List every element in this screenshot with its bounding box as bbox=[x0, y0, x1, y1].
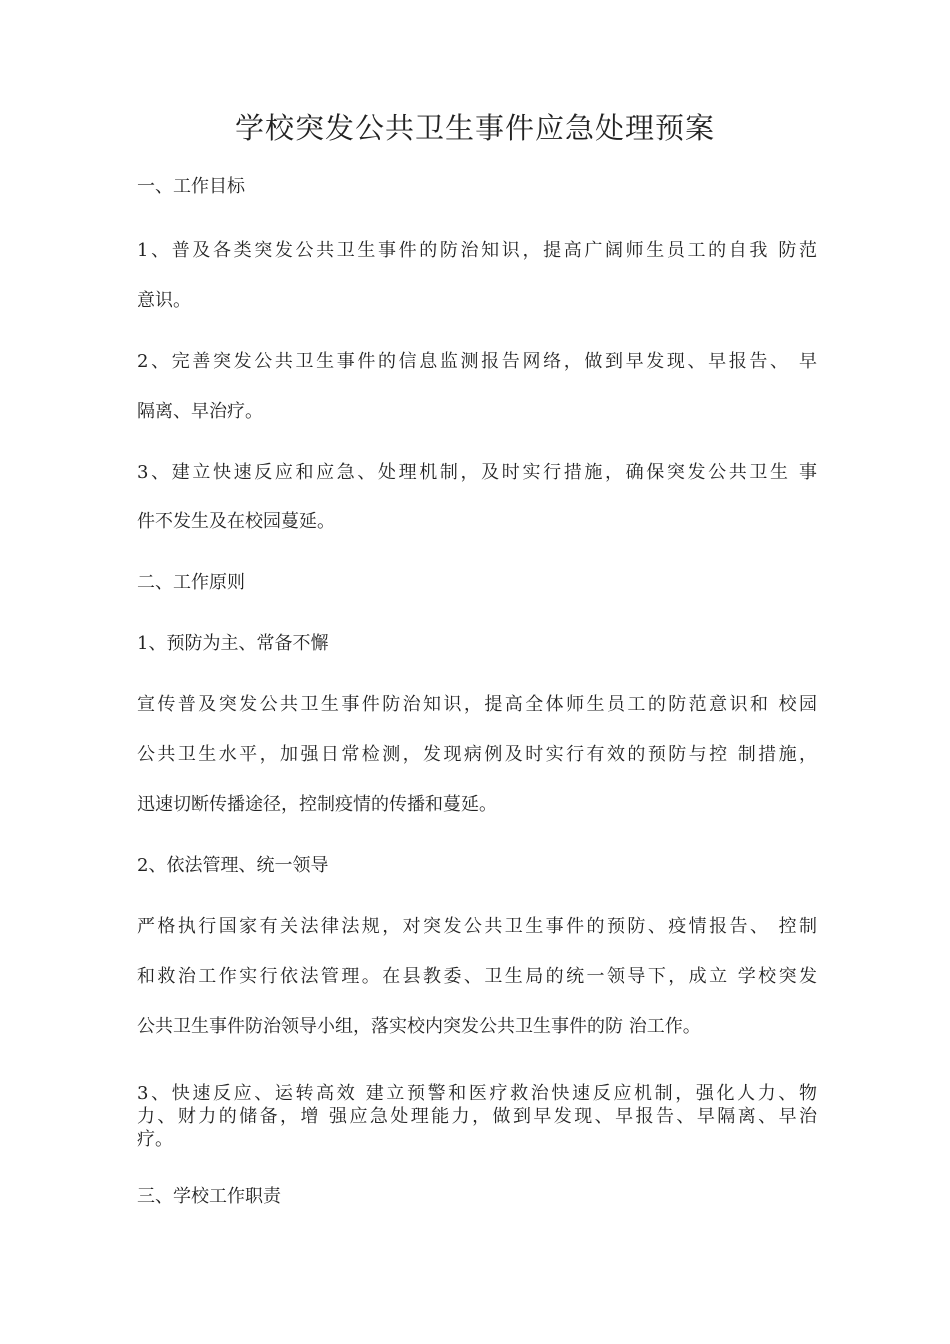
paragraph-line: 隔离、早治疗。 bbox=[137, 401, 263, 422]
paragraph-line: 公共卫生事件防治领导小组，落实校内突发公共卫生事件的防 治工作。 bbox=[137, 1016, 701, 1037]
paragraph-line: 疗。 bbox=[137, 1129, 173, 1150]
section-heading-duties: 三、学校工作职责 bbox=[137, 1186, 281, 1207]
paragraph-line: 力、财力的储备，增 强应急处理能力，做到早发现、早报告、早隔离、早治 bbox=[137, 1106, 817, 1127]
paragraph-line: 严格执行国家有关法律法规，对突发公共卫生事件的预防、疫情报告、 控制 bbox=[137, 916, 817, 937]
paragraph-line: 3、建立快速反应和应急、处理机制，及时实行措施，确保突发公共卫生 事 bbox=[137, 462, 817, 483]
subheading-prevention: 1、预防为主、常备不懈 bbox=[137, 633, 329, 654]
subheading-legal-management: 2、依法管理、统一领导 bbox=[137, 855, 329, 876]
paragraph-line: 和救治工作实行依法管理。在县教委、卫生局的统一领导下，成立 学校突发 bbox=[137, 966, 817, 987]
paragraph-line: 2、完善突发公共卫生事件的信息监测报告网络，做到早发现、早报告、 早 bbox=[137, 351, 817, 372]
section-heading-goals: 一、工作目标 bbox=[137, 176, 245, 197]
paragraph-line: 件不发生及在校园蔓延。 bbox=[137, 511, 335, 532]
section-heading-principles: 二、工作原则 bbox=[137, 572, 245, 593]
paragraph-line: 迅速切断传播途径，控制疫情的传播和蔓延。 bbox=[137, 794, 497, 815]
paragraph-line: 1、普及各类突发公共卫生事件的防治知识，提高广阔师生员工的自我 防范 bbox=[137, 240, 817, 261]
paragraph-line: 宣传普及突发公共卫生事件防治知识，提高全体师生员工的防范意识和 校园 bbox=[137, 694, 817, 715]
paragraph-line: 公共卫生水平，加强日常检测，发现病例及时实行有效的预防与控 制措施， bbox=[137, 744, 817, 765]
document-title: 学校突发公共卫生事件应急处理预案 bbox=[234, 111, 715, 145]
paragraph-line: 3、快速反应、运转高效 建立预警和医疗救治快速反应机制，强化人力、物 bbox=[137, 1083, 817, 1104]
paragraph-line: 意识。 bbox=[137, 290, 191, 311]
